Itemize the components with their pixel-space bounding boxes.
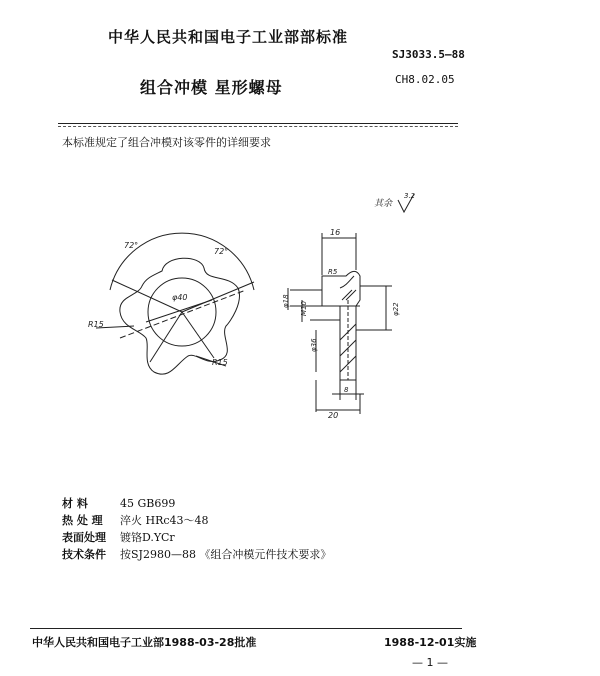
spec-label: 表面处理	[62, 531, 106, 544]
side-view	[282, 228, 400, 420]
width-bottom-label: 20	[328, 411, 339, 420]
spec-label: 材 料	[62, 497, 88, 510]
effective-date: 1988-12-01实施	[384, 636, 477, 649]
spec-label: 技术条件	[62, 548, 106, 561]
radius-right-label: R15	[212, 358, 228, 367]
spec-technical-conditions	[62, 546, 331, 562]
width-small-label: 8	[344, 386, 349, 394]
spec-value: 镀铬D.YCr	[120, 531, 175, 544]
dia-outer-label: φ18	[282, 294, 290, 308]
spec-surface-treatment	[62, 529, 175, 545]
center-dia-label: φ40	[172, 293, 188, 302]
footer-rule	[30, 628, 462, 629]
scope-statement: 本标准规定了组合冲模对该零件的详细要求	[62, 136, 271, 149]
approval-date: 中华人民共和国电子工业部1988-03-28批准	[32, 636, 257, 649]
catalog-number: CH8.02.05	[395, 73, 455, 86]
spec-value: 按SJ2980—88 《组合冲模元件技术要求》	[120, 548, 332, 561]
standard-number: SJ3033.5—88	[392, 48, 465, 61]
roughness-value: 3.2	[404, 192, 416, 200]
dia-left-label: φ36	[310, 338, 318, 352]
page-number: — 1 —	[412, 656, 448, 669]
spec-value: 淬火 HRc43～48	[120, 514, 209, 527]
ministry-standard-heading: 中华人民共和国电子工业部部标准	[108, 28, 349, 46]
thread-label: M10	[300, 301, 308, 316]
roughness-label: 其余	[374, 199, 393, 209]
spec-value: 45 GB699	[120, 497, 176, 510]
front-view	[88, 233, 254, 374]
radius-left-label: R15	[88, 320, 104, 329]
spec-material	[62, 495, 175, 511]
angle-right-label: 72°	[214, 247, 229, 256]
document-title: 组合冲模 星形螺母	[140, 78, 283, 97]
spec-label: 热 处 理	[62, 514, 103, 527]
radius-side-label: R5	[328, 268, 338, 276]
width-top-label: 16	[330, 228, 341, 237]
angle-left-label: 72°	[124, 241, 139, 250]
spec-heat-treatment	[62, 512, 209, 528]
dia-right-label: φ22	[392, 302, 400, 316]
